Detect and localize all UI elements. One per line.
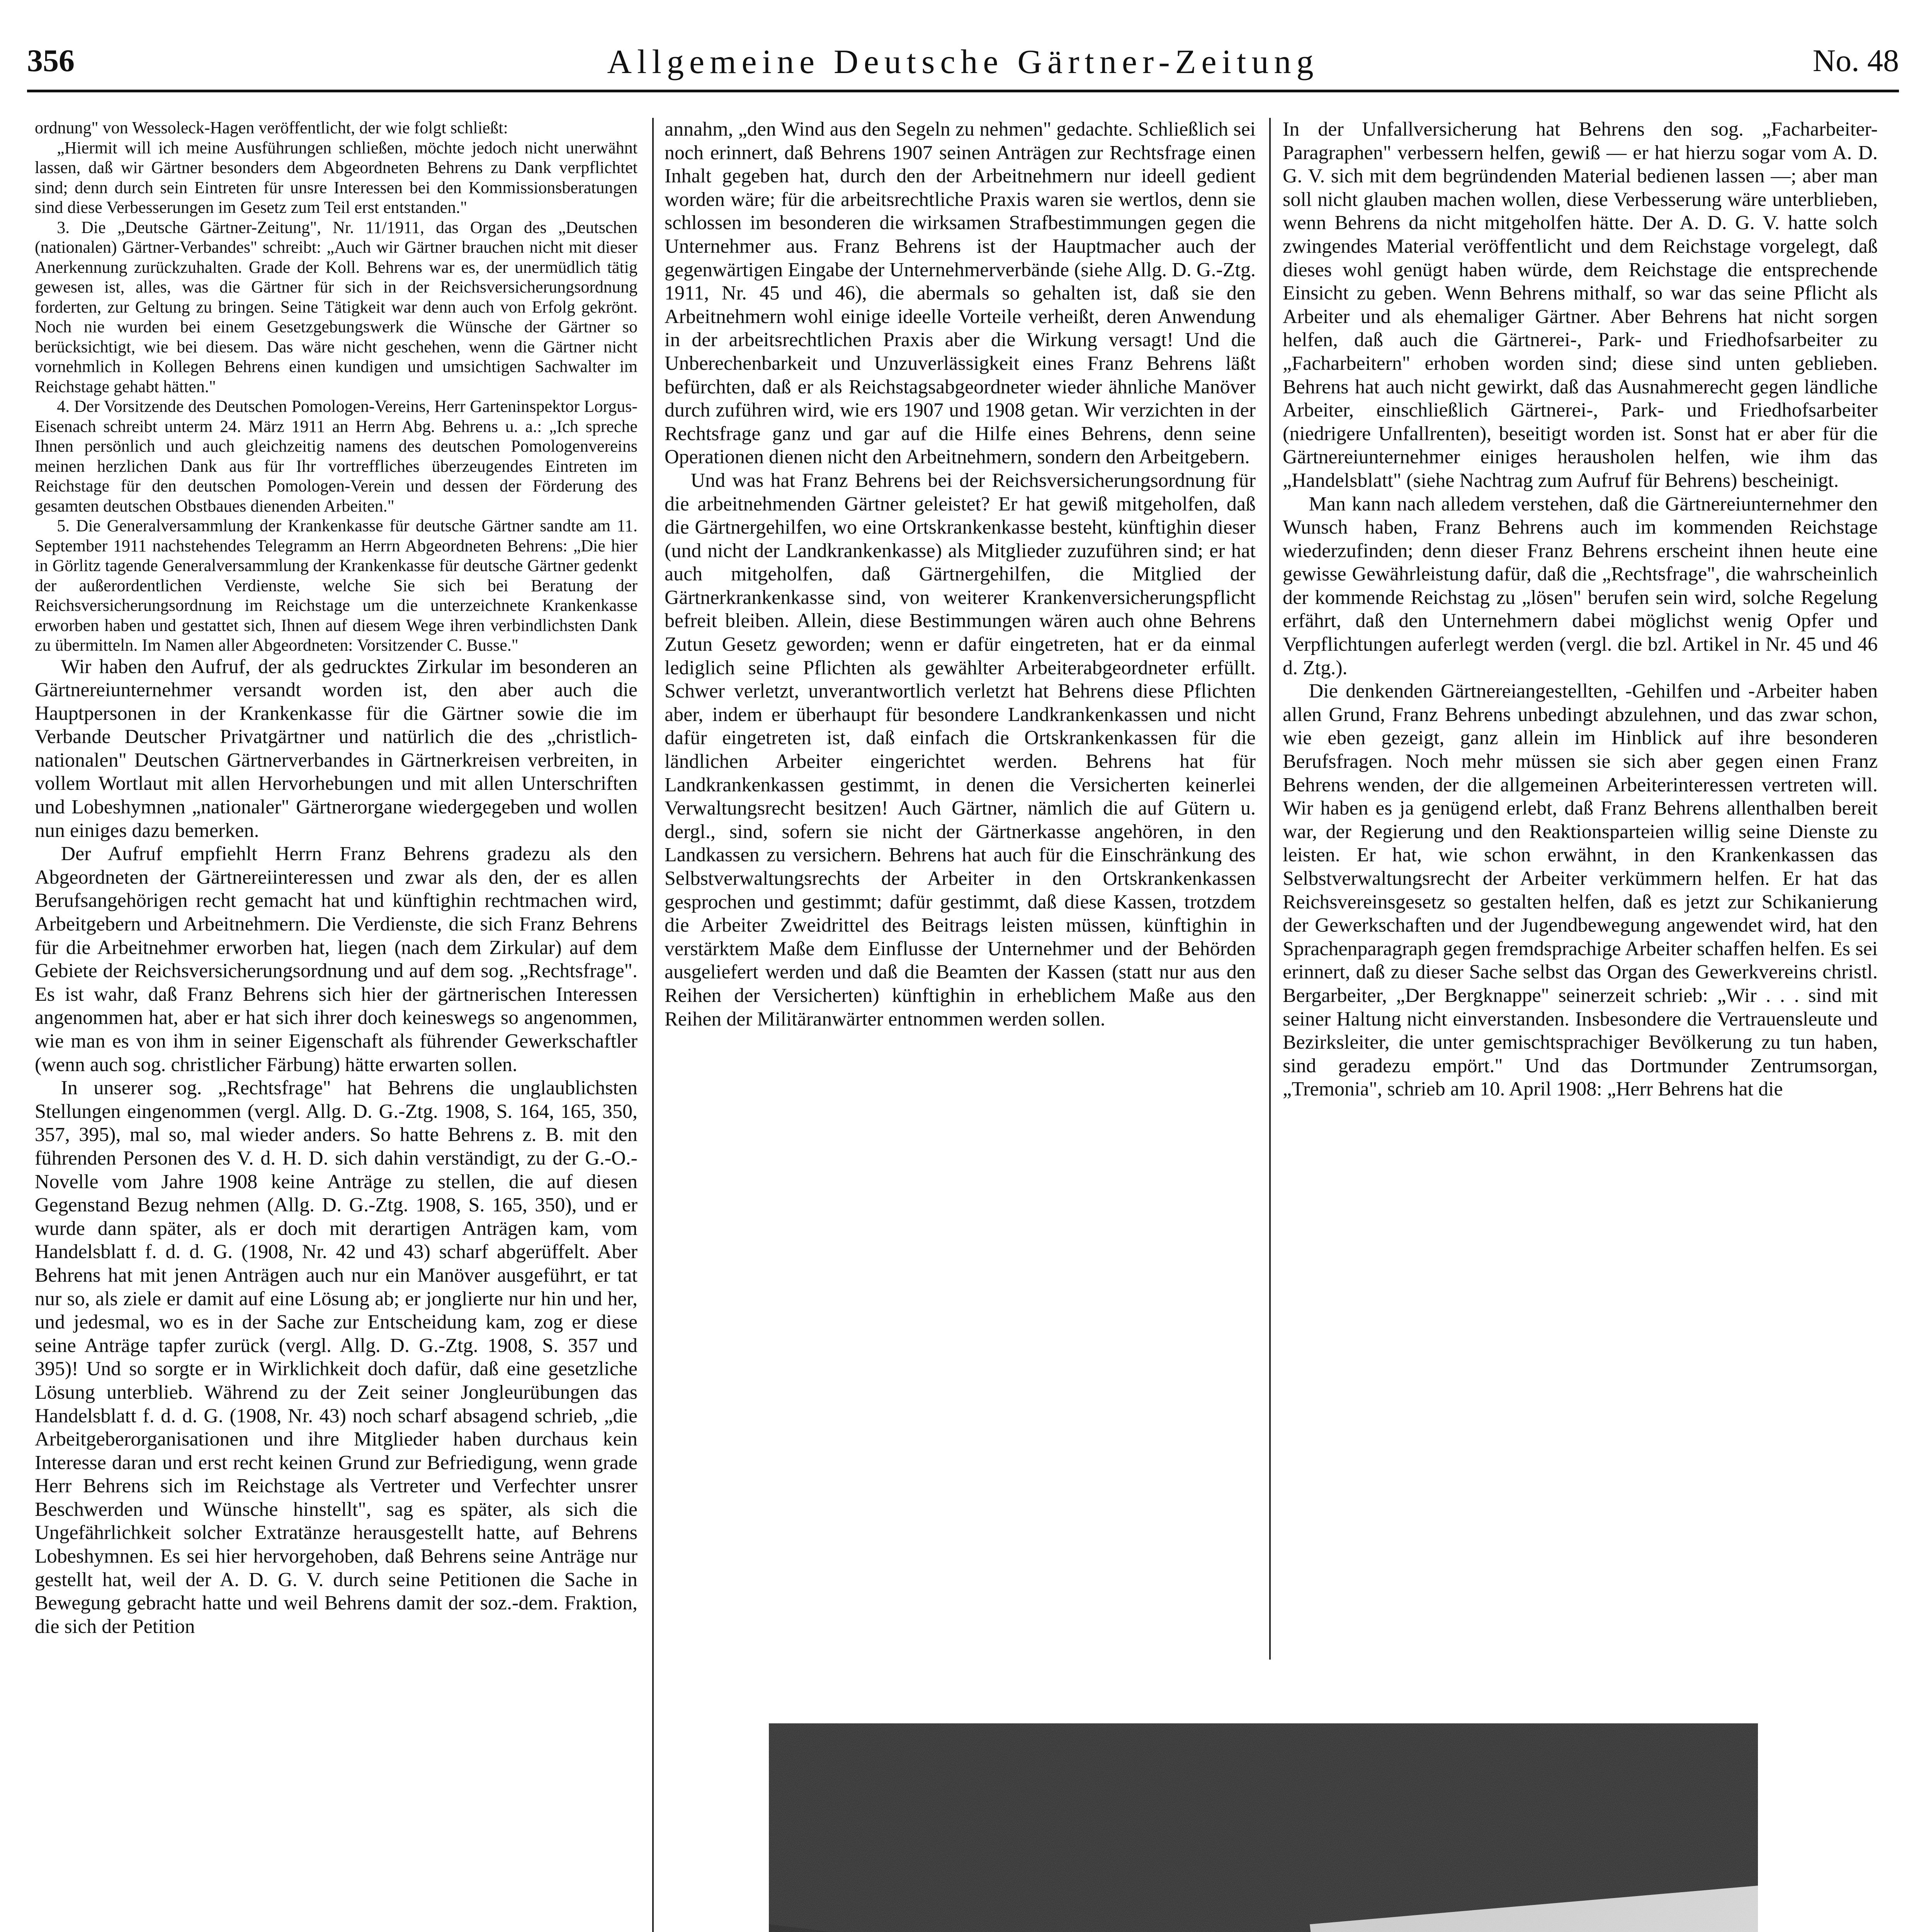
article-column-3 xyxy=(1283,118,1878,1660)
article-column-2 xyxy=(665,118,1256,1660)
issue-number: No. 48 xyxy=(1812,43,1899,78)
paragraph: In unserer sog. „Rechtsfrage" hat Behrens die unglaublichsten Stellungen eingenommen (vergl. Allg. D. G.-Ztg. 1908, S. 164, 165, 350, 357, 395), mal so, mal wieder anders. So hatte Behrens z. B. mit den führenden Personen des V. d. H. D. sich dahin verständigt, zu der G.-O.-Novelle vom Jahre 1908 keine Anträge zu stellen, die auf diesen Gegenstand Bezug nehmen (Allg. D. G.-Ztg. 1908, S. 165, 350), und er wurde dann später, als er doch mit derartigen Anträgen kam, vom Handelsblatt f. d. d. G. (1908, Nr. 42 und 43) scharf abgerüffelt. Aber Behrens hat mit jenen Anträgen auch nur ein Manöver ausgeführt, er tat nur so, als ziele er damit auf eine Lösung ab; er jonglierte nur hin und her, und jedesmal, wo es in der Sache zur Entscheidung kam, zog er diese seine Anträge tapfer zurück (vergl. Allg. D. G.-Ztg. 1908, S. 357 und 395)! Und so sorgte er in Wirklichkeit doch dafür, daß eine gesetzliche Lösung unterblieb. Während zu der Zeit seiner Jongleurübungen das Handelsblatt f. d. d. G. (1908, Nr. 43) noch scharf absagend schrieb, „die Arbeitgeberorganisationen und ihre Mitglieder haben durchaus kein Interesse daran und erst recht keinen Grund zur Befriedigung, wenn grade Herr Behrens sich im Reichstage als Vertreter und Verfechter unsrer Beschwerden und Wünsche hinstellt", sag es später, als sich die Ungefährlichkeit solcher Extratänze herausgestellt hatte, auf Behrens Lobeshymnen. Es sei hier hervorgehoben, daß Behrens seine Anträge nur gestellt hat, weil der A. D. G. V. durch seine Petitionen die Sache in Bewegung gebracht hatte und weil Behrens damit der soz.-dem. Fraktion, die sich der Petition xyxy=(35,1077,637,1638)
paragraph: ordnung" von Wessoleck-Hagen veröffentlicht, der wie folgt schließt: xyxy=(35,118,508,137)
quote-paragraph: 3. Die „Deutsche Gärtner-Zeitung", Nr. 11/1911, das Organ des „Deutschen (nationalen) Gärtner-Verbandes" schreibt: „Auch wir Gärtner brauchen nicht mit dieser Anerkennung zurückzuhalten. Grade der Koll. Behrens war es, der unermüdlich tätig gewesen ist, alles, was die Gärtner für sich in der Reichsversicherungsordnung forderten, zur Geltung zu bringen. Seine Tätigkeit war denn auch von Erfolg gekrönt. Noch nie wurden bei einem Gesetzgebungswerk die Wünsche der Gärtner so berücksichtigt, wie bei diesem. Das wäre nicht geschehen, wenn die Gärtner nicht vornehmlich in Kollegen Behrens einen kundigen und umsichtigen Sachwalter im Reichstage gehabt hätten." xyxy=(35,218,637,396)
paragraph: In der Unfallversicherung hat Behrens den sog. „Facharbeiter-Paragraphen" verbessern helfen, gewiß — er hat hierzu sogar vom A. D. G. V. sich mit dem begründenden Material bedienen lassen —; aber man soll nicht glauben machen wollen, diese Verbesserung wäre unterblieben, wenn Behrens da nicht mitgeholfen hätte. Der A. D. G. V. hatte solch zwingendes Material veröffentlicht und dem Reichstage vorgelegt, daß dieses wohl genügt haben würde, dem Reichstage die entsprechende Einsicht zu geben. Wenn Behrens mithalf, so war das seine Pflicht als Arbeiter und als ehemaliger Gärtner. Aber Behrens hat nicht sorgen helfen, daß auch die Gärtnerei-, Park- und Friedhofsarbeiter zu „Facharbeitern" erhoben worden sind; diese sind unten geblieben. Behrens hat auch nicht gewirkt, daß das Ausnahmerecht gegen ländliche Arbeiter, einschließlich Gärtnerei-, Park- und Friedhofsarbeiter (niedrigere Unfallrenten), beseitigt worden ist. Sonst hat er aber für die Gärtnereiunternehmer einiges herausholen helfen, wie ihm das „Handelsblatt" (siehe Nachtrag zum Aufruf für Behrens) bescheinigt. xyxy=(1283,118,1878,492)
quote-paragraph: 5. Die Generalversammlung der Krankenkasse für deutsche Gärtner sandte am 11. September 1911 nachstehendes Telegramm an Herrn Abgeordneten Behrens: „Die hier in Görlitz tagende Generalversammlung der Krankenkasse für deutsche Gärtner gedenkt der außerordentlichen Verdienste, welche Sie sich bei Beratung der Reichsversicherungsordnung im Reichstage um die unterzeichnete Krankenkasse erworben haben und gestattet sich, Ihnen auf diesem Wege ihren verbindlichsten Dank zu übermitteln. Im Namen aller Abgeordneten: Vorsitzender C. Busse." xyxy=(35,516,637,655)
column-divider xyxy=(652,118,654,1932)
paragraph: Der Aufruf empfiehlt Herrn Franz Behrens gradezu als den Abgeordneten der Gärtnereiinteressen und zwar als den, der es allen Berufsangehörigen recht gemacht hat und künftighin rechtmachen wird, Arbeitgebern und Arbeitnehmern. Die Verdienste, die sich Franz Behrens für die Arbeitnehmer erworben hat, liegen (nach dem Zirkular) auf dem Gebiete der Reichsversicherungsordnung und auf dem sog. „Rechtsfrage". Es ist wahr, daß Franz Behrens sich hier der gärtnerischen Interessen angenommen hat, aber er hat sich ihrer doch keineswegs so angenommen, wie man es von ihm in seiner Eigenschaft als führender Gewerkschaftler (wenn auch sog. christlicher Färbung) hätte erwarten sollen. xyxy=(35,843,637,1076)
paragraph: annahm, „den Wind aus den Segeln zu nehmen" gedachte. Schließlich sei noch erinnert, daß Behrens 1907 seinen Anträgen zur Rechtsfrage einen Inhalt gegeben hat, durch den der Arbeitnehmern nur ideell gedient worden wäre; für die arbeitsrechtliche Praxis waren sie wertlos, denn sie schlossen im besonderen die wirksamen Strafbestimmungen gegen die Unternehmer aus. Franz Behrens ist der Hauptmacher auch der gegenwärtigen Eingabe der Unternehmerverbände (siehe Allg. D. G.-Ztg. 1911, Nr. 45 und 46), die abermals so gehalten ist, daß sie den Arbeitnehmern wohl einige ideelle Vorteile verheißt, deren Anwendung in der arbeitsrechtlichen Praxis aber die Wirkung versagt! Und die Unberechenbarkeit und Unzuverlässigkeit eines Franz Behrens läßt befürchten, daß er als Reichstagsabgeordneter wieder ähnliche Manöver durch zuführen wird, wie ers 1907 und 1908 getan. Wir verzichten in der Rechtsfrage ganz und gar auf die Hilfe eines Behrens, denn seine Operationen dienen nicht den Arbeitnehmern, sondern den Arbeitgebern. xyxy=(665,118,1256,468)
quote-paragraph: 4. Der Vorsitzende des Deutschen Pomologen-Vereins, Herr Garteninspektor Lorgus-Eisenach schreibt unterm 24. März 1911 an Herrn Abg. Behrens u. a.: „Ich spreche Ihnen persönlich und auch gleichzeitig namens des deutschen Pomologenvereins meinen herzlichen Dank aus für Ihr vortreffliches überzeugendes Eintreten im Reichstage für den deutschen Pomologen-Verein und dessen der Förderung des gesamten deutschen Obstbaues dienenden Arbeiten." xyxy=(35,397,637,515)
page-number: 356 xyxy=(27,43,75,78)
header-rule xyxy=(27,90,1899,92)
room-photograph xyxy=(769,1723,1758,1932)
paragraph: Wir haben den Aufruf, der als gedrucktes Zirkular im besonderen an Gärtnereiunternehmer versandt worden ist, den aber auch die Hauptpersonen in der Krankenkasse für die Gärtner sowie die im Verbande Deutscher Privatgärtner und natürlich die des „christlich-nationalen" Deutschen Gärtnerverbandes in Gärtnerkreisen verbreiten, in vollem Wortlaut mit allen Hervorhebungen und mit allen Unterschriften und Lobeshymnen „nationaler" Gärtnerorgane wiedergegeben und wollen nun einiges dazu bemerken. xyxy=(35,655,637,842)
paragraph: Die denkenden Gärtnereiangestellten, -Gehilfen und -Arbeiter haben allen Grund, Franz Behrens unbedingt abzulehnen, und das zwar schon, wie eben gezeigt, ganz allein im Hinblick auf ihre besonderen Berufsfragen. Noch mehr müssen sie sich aber gegen einen Franz Behrens wenden, der die allgemeinen Arbeiterinteressen vertreten will. Wir haben es ja genügend erlebt, daß Franz Behrens allenthalben bereit war, der Regierung und den Reaktionsparteien willig seine Dienste zu leisten. Er hat, wie schon erwähnt, in den Krankenkassen das Selbstverwaltungsrecht der Arbeiter verkümmern helfen. Er hat das Reichsvereinsgesetz so gestalten helfen, daß es jetzt zur Schikanierung der Gewerkschaften und der Jugendbewegung angewendet wird, hat den Sprachenparagraph gegen fremdsprachige Arbeiter schaffen helfen. Es sei erinnert, daß zu dieser Sache selbst das Organ des Gewerkvereins christl. Bergarbeiter, „Der Bergknappe" seinerzeit schrieb: „Wir . . . sind mit seiner Haltung nicht einverstanden. Insbesondere die Vertrauensleute und Bezirksleiter, die unter gemischtsprachiger Bevölkerung zu tun haben, sind geradezu empört." Und das Dortmunder Zentrumsorgan, „Tremonia", schrieb am 10. April 1908: „Herr Behrens hat die xyxy=(1283,680,1878,1100)
newspaper-title: Allgemeine Deutsche Gärtner-Zeitung xyxy=(607,43,1319,81)
quote-paragraph: „Hiermit will ich meine Ausführungen schließen, möchte jedoch nicht unerwähnt lassen, daß wir Gärtner besonders dem Abgeordneten Behrens zu Dank verpflichtet sind; denn durch sein Eintreten für unsre Interessen bei den Kommissionsberatungen sind diese Verbesserungen im Gesetz zum Teil erst entstanden." xyxy=(35,138,637,217)
paragraph: Man kann nach alledem verstehen, daß die Gärtnereiunternehmer den Wunsch haben, Franz Behrens auch im kommenden Reichstage wiederzufinden; denn dieser Franz Behrens erscheint ihnen heute eine gewisse Gewährleistung dafür, daß die „Rechtsfrage", die wahrscheinlich der kommende Reichstag zu „lösen" berufen sein wird, solche Regelung erfährt, daß den Unternehmern dabei möglichst wenig Opfer und Verpflichtungen auferlegt werden (vergl. die bzl. Artikel in Nr. 45 und 46 d. Ztg.). xyxy=(1283,493,1878,679)
article-column-1 xyxy=(35,118,637,1638)
paragraph: Und was hat Franz Behrens bei der Reichsversicherungsordnung für die arbeitnehmenden Gärtner geleistet? Er hat gewiß mitgeholfen, daß die Gärtnergehilfen, wo eine Ortskrankenkasse besteht, künftighin dieser (und nicht der Landkrankenkasse) als Mitglieder zuzuführen sind; er hat auch mitgeholfen, daß Gärtnergehilfen, die Mitglied der Gärtnerkrankenkasse sind, von weiterer Krankenversicherungspflicht befreit bleiben. Allein, diese Bestimmungen wären auch ohne Behrens Zutun Gesetz geworden; wenn er dafür eingetreten, hat er da einmal lediglich seine Pflichten als gewählter Arbeiterabgeordneter erfüllt. Schwer verletzt, unverantwortlich verletzt hat Behrens diese Pflichten aber, indem er überhaupt für besondere Landkrankenkassen und nicht dafür eingetreten ist, daß einfach die Ortskrankenkassen für die ländlichen Arbeiter eingerichtet werden. Behrens hat für Landkrankenkassen gestimmt, in denen die Versicherten keinerlei Verwaltungsrecht besitzen! Auch Gärtner, nämlich die auf Gütern u. dergl., sind, sofern sie nicht der Gärtnerkasse angehören, in den Landkassen zu versichern. Behrens hat auch für die Einschränkung des Selbstverwaltungsrechts der Arbeiter in den Ortskrankenkassen gesprochen und gestimmt; dafür gestimmt, daß diese Kassen, trotzdem die Arbeiter Zweidrittel des Beitrags leisten müssen, künftighin in verstärktem Maße dem Einflusse der Unternehmer und der Behörden ausgeliefert werden und daß die Beamten der Kassen (statt nur aus den Reihen der Versicherten) künftighin in erheblichem Maße aus den Reihen der Militäranwärter entnommen werden sollen. xyxy=(665,469,1256,1030)
column-divider xyxy=(1269,118,1271,1660)
